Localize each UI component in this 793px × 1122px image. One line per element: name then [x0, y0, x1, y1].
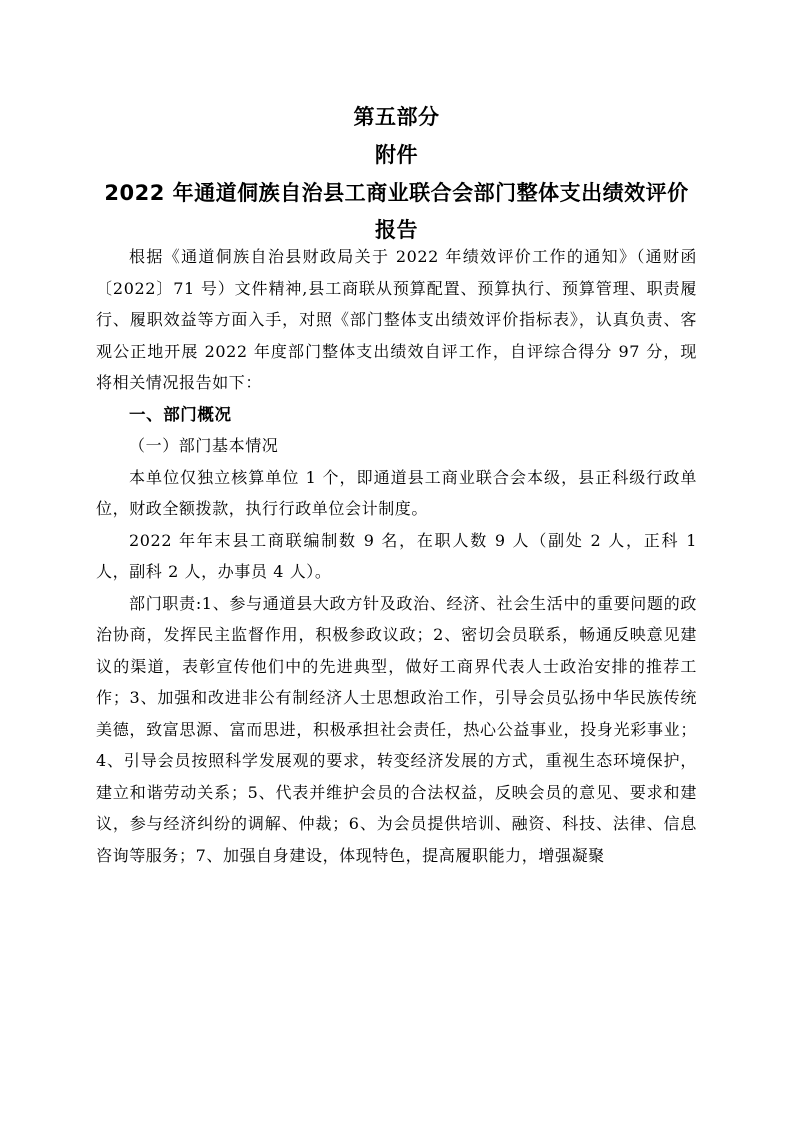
attachment-label: 附件 [375, 143, 418, 167]
subsection-heading-basic-info: （一）部门基本情况 [129, 436, 279, 455]
title-block [100, 98, 693, 249]
report-title-line-2: 报告 [375, 218, 418, 242]
document-body [96, 241, 697, 871]
paragraph-staff-info: 2022 年年末县工商联编制数 9 名，在职人数 9 人（副处 2 人，正科 1 人，副科 2 人，办事员 4 人）。 [96, 530, 697, 581]
part-title: 第五部分 [353, 105, 440, 129]
report-title-line-1: 2022 年通道侗族自治县工商业联合会部门整体支出绩效评价 [104, 181, 689, 205]
paragraph-department-duties: 部门职责:1、参与通道县大政方针及政治、经济、社会生活中的重要问题的政治协商，发挥民主监督作用，积极参政议政；2、密切会员联系，畅通反映意见建议的渠道，表彰宣传他们中的先进典型，做好工商界代表人士政治安排的推荐工作；3、加强和改进非公有制经济人士思想政治工作，引导会员弘扬中华民族传统美德，致富思源、富而思进，积极承担社会责任，热心公益事业，投身光彩事业；4、引导会员按照科学发展观的要求，转变经济发展的方式，重视生态环境保护，建立和谐劳动关系；5、代表并维护会员的合法权益，反映会员的意见、要求和建议，参与经济纠纷的调解、仲裁；6、为会员提供培训、融资、科技、法律、信息咨询等服务；7、加强自身建设，体现特色，提高履职能力，增强凝聚 [96, 593, 697, 865]
intro-paragraph: 根据《通道侗族自治县财政局关于 2022 年绩效评价工作的通知》（通财函〔2022〕71 号）文件精神,县工商联从预算配置、预算执行、预算管理、职责履行、履职效益等方面入手，对照《部门整体支出绩效评价指标表》，认真负责、客观公正地开展 2022 年度部门整体支出绩效自评工作，自评综合得分 97 分，现将相关情况报告如下： [96, 247, 697, 392]
paragraph-unit-info: 本单位仅独立核算单位 1 个，即通道县工商业联合会本级，县正科级行政单位，财政全额拨款，执行行政单位会计制度。 [96, 467, 697, 518]
section-heading-department-overview: 一、部门概况 [129, 404, 232, 424]
